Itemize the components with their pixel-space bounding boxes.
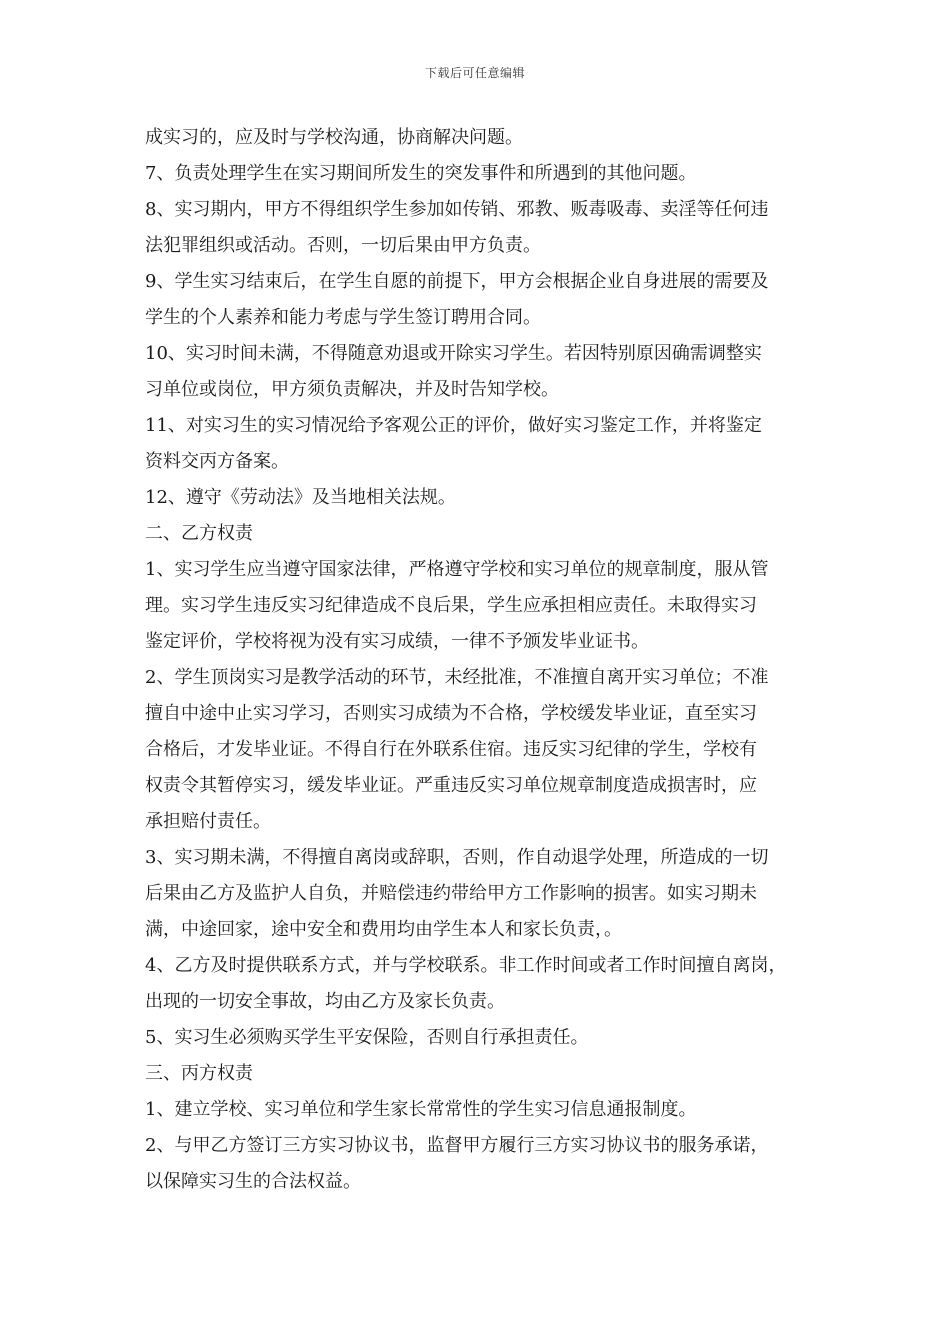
text-line: 9、学生实习结束后，在学生自愿的前提下，甲方会根据企业自身进展的需要及 bbox=[145, 271, 769, 292]
section-heading: 三、丙方权责 bbox=[145, 1063, 253, 1084]
text-line: 成实习的，应及时与学校沟通，协商解决问题。 bbox=[145, 127, 523, 148]
text-line: 理。实习学生违反实习纪律造成不良后果，学生应承担相应责任。未取得实习 bbox=[145, 595, 757, 616]
text-line: 资料交丙方备案。 bbox=[145, 451, 289, 472]
text-line: 3、实习期未满，不得擅自离岗或辞职，否则，作自动退学处理，所造成的一切 bbox=[145, 847, 769, 868]
text-line: 2、与甲乙方签订三方实习协议书，监督甲方履行三方实习协议书的服务承诺， bbox=[145, 1135, 769, 1156]
document-body bbox=[145, 120, 813, 1200]
text-line: 习单位或岗位，甲方须负责解决，并及时告知学校。 bbox=[145, 379, 559, 400]
text-line: 学生的个人素养和能力考虑与学生签订聘用合同。 bbox=[145, 307, 541, 328]
text-line: 12、遵守《劳动法》及当地相关法规。 bbox=[145, 487, 456, 508]
text-line: 1、建立学校、实习单位和学生家长常常性的学生实习信息通报制度。 bbox=[145, 1099, 697, 1120]
text-line: 后果由乙方及监护人自负，并赔偿违约带给甲方工作影响的损害。如实习期未 bbox=[145, 883, 757, 904]
text-line: 擅自中途中止实习学习，否则实习成绩为不合格，学校缓发毕业证，直至实习 bbox=[145, 703, 757, 724]
text-line: 以保障实习生的合法权益。 bbox=[145, 1171, 361, 1192]
text-line: 7、负责处理学生在实习期间所发生的突发事件和所遇到的其他问题。 bbox=[145, 163, 697, 184]
text-line: 合格后，才发毕业证。不得自行在外联系住宿。违反实习纪律的学生，学校有 bbox=[145, 739, 757, 760]
text-line: 4、乙方及时提供联系方式，并与学校联系。非工作时间或者工作时间擅自离岗， bbox=[145, 955, 787, 976]
text-line: 出现的一切安全事故，均由乙方及家长负责。 bbox=[145, 991, 505, 1012]
text-line: 鉴定评价，学校将视为没有实习成绩，一律不予颁发毕业证书。 bbox=[145, 631, 649, 652]
text-line: 11、对实习生的实习情况给予客观公正的评价，做好实习鉴定工作，并将鉴定 bbox=[145, 415, 762, 436]
text-line: 2、学生顶岗实习是教学活动的环节，未经批准，不准擅自离开实习单位；不准 bbox=[145, 667, 769, 688]
text-line: 10、实习时间未满，不得随意劝退或开除实习学生。若因特别原因确需调整实 bbox=[145, 343, 762, 364]
text-line: 权责令其暂停实习，缓发毕业证。严重违反实习单位规章制度造成损害时，应 bbox=[145, 775, 757, 796]
section-heading: 二、乙方权责 bbox=[145, 523, 253, 544]
text-line: 1、实习学生应当遵守国家法律，严格遵守学校和实习单位的规章制度，服从管 bbox=[145, 559, 769, 580]
text-line: 承担赔付责任。 bbox=[145, 811, 271, 832]
header-note: 下载后可任意编辑 bbox=[424, 66, 525, 80]
text-line: 法犯罪组织或活动。否则，一切后果由甲方负责。 bbox=[145, 235, 541, 256]
text-line: 满，中途回家，途中安全和费用均由学生本人和家长负责，。 bbox=[145, 919, 622, 940]
text-line: 5、实习生必须购买学生平安保险，否则自行承担责任。 bbox=[145, 1027, 589, 1048]
text-line: 8、实习期内，甲方不得组织学生参加如传销、邪教、贩毒吸毒、卖淫等任何违 bbox=[145, 199, 769, 220]
